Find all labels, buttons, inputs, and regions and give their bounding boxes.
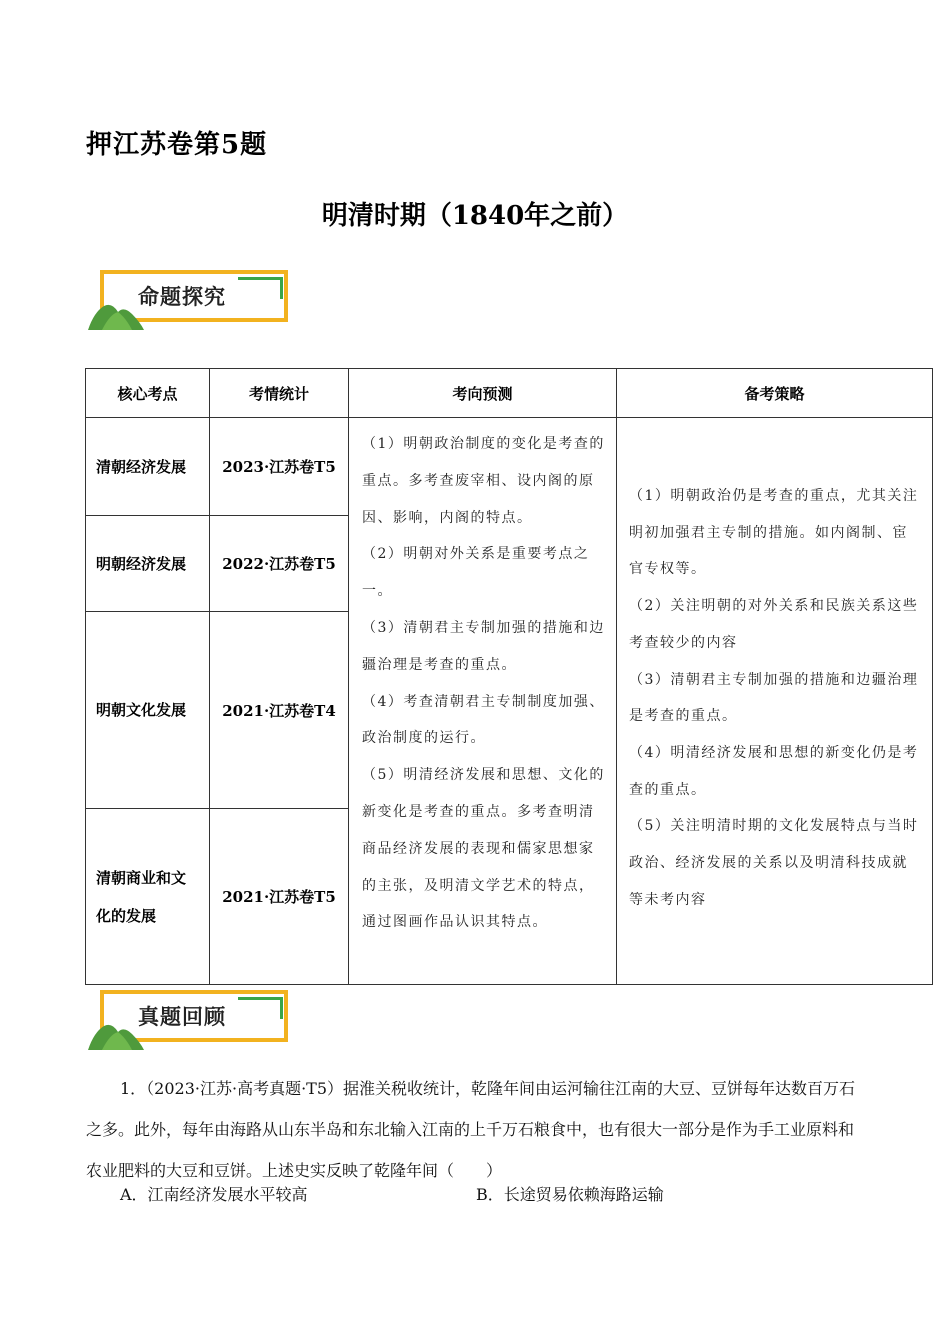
stat-cell: 2022·江苏卷T5 <box>210 516 349 612</box>
banner-accent-line <box>238 997 282 1000</box>
strategy-item: （2）关注明朝的对外关系和民族关系这些考查较少的内容 <box>629 598 919 651</box>
strategy-cell <box>617 418 933 985</box>
exam-analysis-table <box>85 368 933 985</box>
topic-cell: 清朝商业和文化的发展 <box>86 809 210 985</box>
table-header-cell: 备考策略 <box>617 369 933 418</box>
topic-cell: 清朝经济发展 <box>86 418 210 516</box>
prediction-cell <box>349 418 617 985</box>
stat-cell: 2021·江苏卷T4 <box>210 612 349 809</box>
prediction-item: （2）明朝对外关系是重要考点之一。 <box>362 546 590 600</box>
banner-accent-line <box>280 997 283 1019</box>
table-header-row <box>86 369 933 418</box>
stat-cell: 2021·江苏卷T5 <box>210 809 349 985</box>
strategy-item: （3）清朝君主专制加强的措施和边疆治理是考查的重点。 <box>629 671 919 725</box>
table-header-cell: 核心考点 <box>86 369 210 418</box>
banner-accent-line <box>280 277 283 299</box>
section-banner-review <box>88 986 303 1066</box>
prediction-item: （1）明朝政治制度的变化是考查的重点。多考查废宰相、设内阁的原因、影响，内阁的特点。 <box>362 436 605 526</box>
prediction-item: （4）考查清朝君主专制制度加强、政治制度的运行。 <box>362 693 605 747</box>
strategy-item: （5）关注明清时期的文化发展特点与当时政治、经济发展的关系以及明清科技成就等未考内容 <box>629 818 919 908</box>
stat-cell: 2023·江苏卷T5 <box>210 418 349 516</box>
option-b[interactable]: B．长途贸易依赖海路运输 <box>476 1185 664 1204</box>
question-stem: 1．（2023·江苏·高考真题·T5）据淮关税收统计，乾隆年间由运河输往江南的大豆、豆饼每年达数百万石之多。此外，每年由海路从山东半岛和东北输入江南的上千万石粮食中，也有很大一部分是作为手工业原料和农业肥料的大豆和豆饼。上述史实反映了乾隆年间（ ） <box>86 1079 856 1180</box>
banner-accent-line <box>238 277 282 280</box>
section-banner-explore <box>88 266 303 346</box>
table-header-cell: 考情统计 <box>210 369 349 418</box>
table-row <box>86 418 933 516</box>
prediction-item: （5）明清经济发展和思想、文化的新变化是考查的重点。多考查明清商品经济发展的表现和儒家思想家的主张，及明清文学艺术的特点，通过图画作品认识其特点。 <box>362 767 605 931</box>
page-subtitle: 明清时期（1840年之前） <box>321 201 629 231</box>
strategy-item: （4）明清经济发展和思想的新变化仍是考查的重点。 <box>629 744 919 798</box>
topic-cell: 明朝经济发展 <box>86 516 210 612</box>
banner-label: 真题回顾 <box>138 1005 226 1029</box>
prediction-item: （3）清朝君主专制加强的措施和边疆治理是考查的重点。 <box>362 619 605 673</box>
option-a[interactable]: A．江南经济发展水平较高 <box>120 1185 308 1204</box>
page-title: 押江苏卷第5题 <box>86 130 268 160</box>
strategy-item: （1）明朝政治仍是考查的重点，尤其关注明初加强君主专制的措施。如内阁制、宦官专权等。 <box>629 488 919 578</box>
banner-label: 命题探究 <box>138 285 226 309</box>
topic-cell: 明朝文化发展 <box>86 612 210 809</box>
table-header-cell: 考向预测 <box>349 369 617 418</box>
